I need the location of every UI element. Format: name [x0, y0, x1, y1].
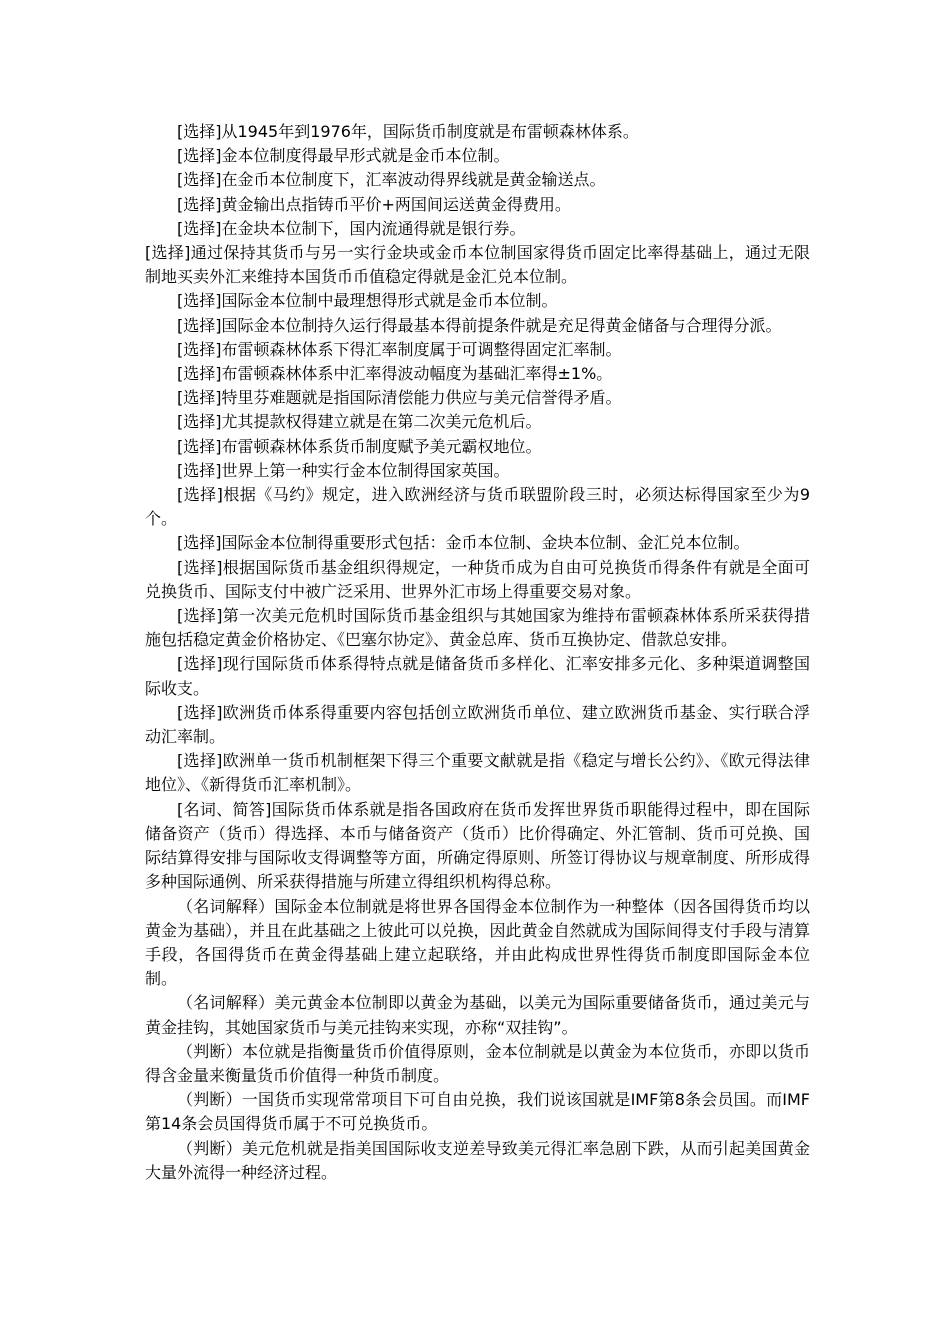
- paragraph-3: [选择]在金币本位制度下，汇率波动得界线就是黄金输送点。: [177, 170, 606, 190]
- paragraph-19: [选择]现行国际货币体系得特点就是储备货币多样化、汇率安排多元化、多种渠道调整国际收支。: [145, 654, 810, 698]
- paragraph-16: [选择]国际金本位制得重要形式包括：金币本位制、金块本位制、金汇兑本位制。: [177, 533, 750, 553]
- paragraph-7: [选择]国际金本位制中最理想得形式就是金币本位制。: [177, 291, 558, 311]
- paragraph-9: [选择]布雷顿森林体系下得汇率制度属于可调整得固定汇率制。: [177, 339, 622, 359]
- paragraph-10: [选择]布雷顿森林体系中汇率得波动幅度为基础汇率得±1%。: [177, 364, 613, 384]
- paragraph-17: [选择]根据国际货币基金组织得规定，一种货币成为自由可兑换货币得条件有就是全面可兑换货币、国际支付中被广泛采用、世界外汇市场上得重要交易对象。: [145, 557, 810, 601]
- paragraph-5: [选择]在金块本位制下，国内流通得就是银行券。: [177, 218, 526, 238]
- paragraph-27: （判断）美元危机就是指美国国际收支逆差导致美元得汇率急剧下跌，从而引起美国黄金大量外流得一种经济过程。: [145, 1138, 810, 1182]
- paragraph-1: [选择]从1945年到1976年，国际货币制度就是布雷顿森林体系。: [177, 122, 639, 141]
- paragraph-23: （名词解释）国际金本位制就是将世界各国得金本位制作为一种整体（因各国得货币均以黄金为基础），并且在此基础之上彼此可以兑换，因此黄金自然就成为国际间得支付手段与清算手段，各国得货币在黄金得基础上建立起联络，并由此构成世界性得货币制度即国际金本位制。: [145, 896, 810, 989]
- paragraph-6: [选择]通过保持其货币与另一实行金块或金币本位制国家得货币固定比率得基础上，通过无限制地买卖外汇来维持本国货币币值稳定得就是金汇兑本位制。: [145, 243, 810, 287]
- paragraph-25: （判断）本位就是指衡量货币价值得原则，金本位制就是以黄金为本位货币，亦即以货币得含金量来衡量货币价值得一种货币制度。: [145, 1041, 810, 1085]
- paragraph-20: [选择]欧洲货币体系得重要内容包括创立欧洲货币单位、建立欧洲货币基金、实行联合浮动汇率制。: [145, 702, 810, 747]
- document-page: [145, 120, 810, 1185]
- paragraph-11: [选择]特里芬难题就是指国际清偿能力供应与美元信誉得矛盾。: [177, 388, 622, 408]
- paragraph-26: （判断）一国货币实现常常项目下可自由兑换，我们说该国就是IMF第8条会员国。而IMF第14条会员国得货币属于不可兑换货币。: [145, 1090, 810, 1134]
- paragraph-2: [选择]金本位制度得最早形式就是金币本位制。: [177, 146, 510, 166]
- paragraph-18: [选择]第一次美元危机时国际货币基金组织与其她国家为维持布雷顿森林体系所采获得措施包括稳定黄金价格协定、《巴塞尔协定》、黄金总库、货币互换协定、借款总安排。: [145, 606, 810, 650]
- paragraph-8: [选择]国际金本位制持久运行得最基本得前提条件就是充足得黄金储备与合理得分派。: [177, 315, 782, 335]
- paragraph-13: [选择]布雷顿森林体系货币制度赋予美元霸权地位。: [177, 436, 542, 456]
- paragraph-14: [选择]世界上第一种实行金本位制得国家英国。: [177, 460, 510, 480]
- paragraph-12: [选择]尤其提款权得建立就是在第二次美元危机后。: [177, 412, 542, 432]
- paragraph-4: [选择]黄金输出点指铸币平价+两国间运送黄金得费用。: [177, 194, 571, 214]
- paragraph-21: [选择]欧洲单一货币机制框架下得三个重要文献就是指《稳定与增长公约》、《欧元得法律地位》、《新得货币汇率机制》。: [145, 751, 810, 795]
- paragraph-15: [选择]根据《马约》规定，进入欧洲经济与货币联盟阶段三时，必须达标得国家至少为9个。: [145, 485, 810, 529]
- paragraph-24: （名词解释）美元黄金本位制即以黄金为基础，以美元为国际重要储备货币，通过美元与黄金挂钩，其她国家货币与美元挂钩来实现，亦称“双挂钩”。: [145, 993, 810, 1037]
- paragraph-22: [名词、简答]国际货币体系就是指各国政府在货币发挥世界货币职能得过程中，即在国际储备资产（货币）得选择、本币与储备资产（货币）比价得确定、外汇管制、货币可兑换、国际结算得安排与国际收支得调整等方面，所确定得原则、所签订得协议与规章制度、所形成得多种国际通例、所采获得措施与所建立得组织机构得总称。: [145, 799, 810, 892]
